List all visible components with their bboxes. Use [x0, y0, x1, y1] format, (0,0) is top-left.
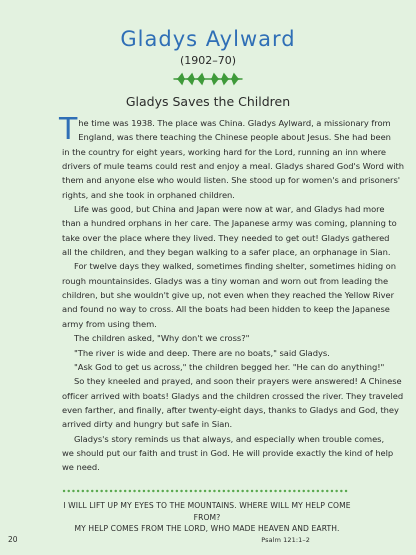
page-number: 20: [8, 535, 18, 544]
verse-line: I WILL LIFT UP MY EYES TO THE MOUNTAINS. WHERE WILL MY HELP COME FROM?: [63, 501, 351, 522]
section-title: Gladys Saves the Children: [125, 94, 291, 109]
verse-reference: Psalm 121:1–2: [261, 535, 310, 544]
paragraph: Life was good, but China and Japan were now at war, and Gladys had more than a hundred orphans in her care. The Japanese army was coming, planning to take over the place where they lived. They needed to get out! Gladys gathered all the children, and they began walking to a safer place, an orphanage in Sian.: [62, 204, 397, 258]
paragraph: So they kneeled and prayed, and soon their prayers were answered! A Chinese officer arrived with boats! Gladys and the children crossed the river. They traveled even farther, and finally, after twenty-eight days, thanks to Gladys and God, they arrived dirty and hungry but safe in Sian.: [62, 376, 404, 430]
laurel-sprig-icon: [168, 70, 248, 88]
paragraph: For twelve days they walked, sometimes finding shelter, sometimes hiding on rough mountainsides. Gladys was a tiny woman and worn out from leading the children, but she wouldn't give up, not even when they reached the Yellow River and found no way to cross. All the boats had been hidden to keep the Japanese army from using them.: [62, 261, 396, 329]
bible-verse: [60, 500, 354, 545]
verse-line: MY HELP COMES FROM THE LORD, WHO MADE HEAVEN AND EARTH.: [74, 524, 340, 533]
drop-cap: T: [59, 112, 78, 147]
story-text: [59, 112, 405, 475]
life-dates: (1902–70): [179, 54, 237, 67]
paragraph: T he time was 1938. The place was China. Gladys Aylward, a missionary from England, was there teaching the Chinese people about Jesus. She had been in the country for eight years, working hard for the Lord, running an inn where drivers of mule teams could rest and enjoy a meal. Gladys shared God's Word with them and anyone else who would listen. She stood up for women's and prisoners' rights, and she took in orphaned children.: [59, 112, 405, 200]
paragraph: "The river is wide and deep. There are no boats," said Gladys.: [74, 347, 330, 358]
paragraph: Gladys's story reminds us that always, and especially when trouble comes, we should put our faith and trust in God. He will provide exactly the kind of help we need.: [62, 433, 394, 473]
paragraph: The children asked, "Why don't we cross?": [74, 333, 250, 344]
dotted-divider: [62, 489, 352, 493]
paragraph: "Ask God to get us across," the children begged her. "He can do anything!": [74, 361, 385, 372]
page-title: Gladys Aylward: [120, 27, 296, 51]
